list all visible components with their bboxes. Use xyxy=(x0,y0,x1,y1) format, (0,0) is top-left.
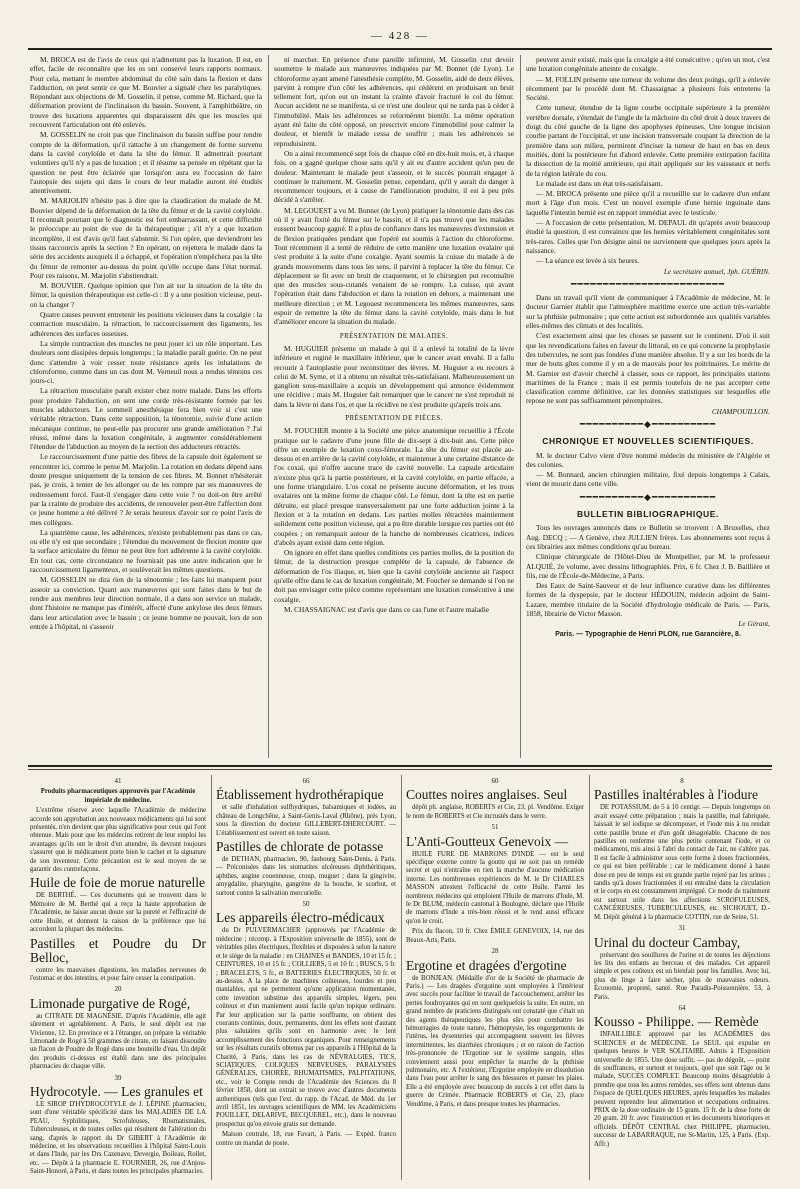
ad-text: DE POTASSIUM, de 5 à 10 centigr. — Depuis longtemps on avait essayé cette préparation ; mais la pastille, mal fabriquée, laissait le sel iodique se décomposer, et l'iode mis à nu rendait cette pastille brune et d'un goût désagréable. Chacune de nos pastilles en renferme une plus petite contenant l'iode, et ce médicament, mis ainsi à l'abri du contact de l'air, ne s'altère pas. Il est facile à administrer sous cette forme à doses fractionnées, ce qui est bien préférable ; car le médicament donné à haute dose en peu de temps est en grande partie rejeté par les urines ; tandis qu'à doses fractionnées il est entraîné dans la circulation et le corps en est constamment imprégné. Ce mode de traitement est surtout utile dans les affections SCROFULEUSES, CANCÉREUSES, TUBERCULEUSES, etc. SICHOUET, D.-M. Dépôt général à la pharmacie COTTIN, rue de Seine, 51. xyxy=(594,804,770,921)
paragraph: On a ainsi recommencé sept fois de chaque côté en dix-huit mois, et, à chaque fois, on a gagné quelque chose sans qu'il y ait eu d'autre accident qu'un peu de douleur. Maintenant le malade peut s'asseoir, et le succès pourrait engager à continuer le traitement. M. Gosselin pense, cependant, qu'il y aurait du danger à recommencer toujours, et à cause de l'amélioration produite, il est à peu près décidé à s'arrêter. xyxy=(274,148,514,205)
paragraph: M. MARJOLIN n'hésite pas à dire que la claudication du malade de M. Bouvier dépend de la déformation de la tête du fémur et de la cavité cotyloïde. Il reconnaît pourtant que le diagnostic est fort embarrassant, et cette difficulté le préoccupe au point de vue de la thérapeutique ; s'il n'y a que luxation incomplète, il est d'avis qu'il faut s'abstenir. Si l'on opère, que deviendront les tissus raccourcis après la section ? En opérant, on rejettera le malade dans la série des accidents auxquels il a échappé, et l'opération n'empêchera pas la tête du fémur de remonter au-dessus du point qu'elle occupe dans l'état normal. Pour ces raisons, M. Marjolin s'abstiendrait. xyxy=(30,196,262,280)
ad-text: LE SIROP D'HYDROCOTYLE de J. LÉPINE pharmacien, sont d'une véritable spécificité dans les MALADIES DE LA PEAU, Syphilitiques, Scrofuleuses, Rhumatismales, Tuberculeuses, et de toutes celles qui résultent de l'altération du sang, d'après le rapport du Dr GIBERT à l'Académie de médecine, et les observations recueillies à l'hôpital Saint-Louis et dans l'Inde, par les Drs Cazenave, Devergie, Boileau, Rollet, etc. — Dépôt à la pharmacie E. FOURNIER, 26, rue d'Anjou-Saint-Honoré, à Paris, et dans toutes les principales pharmacies. xyxy=(30,1100,206,1176)
ad-number: 39 xyxy=(114,1073,122,1082)
ad-number: 41 xyxy=(114,777,122,785)
paragraph: M. GOSSELIN ne croit pas que l'inclinaison du bassin suffise pour rendre compte de la déformation, qu'il rattache à un changement de forme survenu dans la cavité cotyloïde et dans la tête du fémur. Il admettrait pourtant volontiers qu'il n'y a pas de luxation ; et il résume sa pensée en répétant que la question ne peut être éclairée que lorsqu'on aura eu l'occasion de faire l'autopsie des sujets qui dans le cours de leur maladie auront été étudiés attentivement. xyxy=(30,130,262,196)
paragraph: M. GOSSELIN ne dira rien de la ténotomie ; les faits lui manquent pour asseoir sa conviction. Quant aux manœuvres qui sont faites dans le but de rendre aux membres leur direction normale, il a dans son service un malade, dont l'histoire ne manque pas d'intérêt, affecté d'une ankylose des deux fémurs dans leur articulation avec le bassin ; ce jeune homme ne pouvait, lors de son entrée à l'hôpital, ni s'asseoir xyxy=(30,575,262,631)
ad-text: HUILE FURE DE MARRONS D'INDE — est le seul spécifique externe contre la goutte qui ne soit pas un remède secret et qui n'entraîne en rien la marche d'aucune médication interne. Les nombreuses expériences de M. le Dr CHARLES MASSON attestent l'efficacité de cette Huile. Parmi les nombreux médecins qui emploient l'Huile de marrons d'Inde, M. le Dr BLUM, médecin cantonal à Boulogne, déclare que l'Huile de marrons d'Inde a très-bien réussi et le rend aussi efficace qu'on le croit. xyxy=(406,850,584,925)
column-divider xyxy=(211,775,212,1180)
ad-text: DE BERTHÉ. — Ces documents qui se trouvent dans le Mémoire de M. Berthé qui a reçu la haute approbation de l'Académie, ne laisse aucun doute sur la pureté et l'efficacité de cette Huile, et donnent la raison de la préférence que lui accordent la plupart des médecins. xyxy=(30,892,206,934)
ad-headline: Les appareils électro-médicaux xyxy=(216,910,385,926)
article-column-3 xyxy=(526,55,770,758)
paragraph: M. le docteur Calvo vient d'être nommé médecin du ministère de l'Algérie et des colonies. xyxy=(526,450,770,469)
article-column-1 xyxy=(30,55,262,758)
paragraph: Clinique chirurgicale de l'Hôtel-Dieu de Montpellier, par M. le professeur ALQUIÉ, 2e volume, avec dessins lithographiés. Prix, 6 fr. Chez J. B. Baillière et fils, rue de l'École-de-Médecine, à Paris. xyxy=(526,552,770,580)
ad-text: de DETHAN, pharmacien, 90, faubourg Saint-Denis, à Paris. — Préconisées dans les stomatites ulcéreuses diphthéritiques, aphthes, angine couenneuse, croup, muguet ; dans la gingivite, amygdalite, pharyngite, gangrène de la bouche, le scorbut, et surtout contre la salivation mercurielle. xyxy=(216,856,396,897)
paragraph: Le raccourcissement d'une partie des fibres de la capsule doit également se rencontrer ici, comme le pense M. Marjolin. La rotation en dedans dépend sans doute presque uniquement de la tension de ces fibres. M. Bonnet n'hésiterait pas, je crois, à tenter de les allonger ou de les rompre par ses manœuvres de redressement forcé. Faut-il s'engager dans cette voie ? ou doit-on être arrêté par la crainte de produire des accidents, de renouveler peut-être l'affection dont ce jeune homme a été délivré ? Je serais heureux d'avoir sur ce point l'avis de mes collègues. xyxy=(30,452,262,527)
paragraph: — M. Bonnard, ancien chirurgien militaire, fixé depuis longtemps à Calais, vient de mourir dans cette ville. xyxy=(526,470,770,489)
secretary-signature: Le secrétaire annuel, Jph. GUÉRIN. xyxy=(663,266,770,276)
ads-column-4 xyxy=(594,775,770,1180)
column-divider xyxy=(401,775,402,1180)
column-divider xyxy=(520,55,521,758)
ad-number: 31 xyxy=(678,924,686,933)
ornament-divider: ━━━━━━━━━━◆━━━━━━━━━━ xyxy=(579,418,717,429)
ads-separator-rule xyxy=(28,765,772,767)
ad-text: au CITRATE DE MAGNÉSIE. D'après l'Académie, elle agit sûrement et agréablement. A Paris, le seul dépôt est rue Vivienne, 12. En province et à l'étranger, on prépare la véritable Limonade de Rogé à 50 grammes de citrate, en faisant dissoudre un flacon de Poudre de Rogé dans une bouteille d'eau. Un dépôt des produits ci-dessus est établi dans une des principales pharmacies de chaque ville. xyxy=(30,1012,206,1071)
paragraph: M. HUGUIER présente un malade à qui il a enlevé la totalité de la lèvre inférieure et ruginé le maxillaire inférieur, que le cancer avait envahi. Il a fallu recourir à l'autoplastie pour reconstituer des lèvres. M. Huguier a eu recours à celui de M. Syme, et il a obtenu un résultat très-satisfaisant. Malheureusement un ganglion sous-maxillaire a acquis un développement qui annonce évidemment une récidive ; mais M. Huguier fait remarquer que le cancer ne s'est reproduit ni dans la lèvre ni dans l'os, et que la récidive ne s'est produite qu'après trois ans. xyxy=(274,343,514,409)
paragraph: M. BROCA est de l'avis de ceux qui n'admettent pas la luxation. Il est, en effet, facile de reconnaître que les os ont conservé leurs rapports normaux. Pour cela, mettant le membre abdominal du côté sain dans la flexion et dans l'adduction, on peut sentir ce que M. Bouvier a signalé chez les paralytiques. Répondant aux objections de M. Gosselin, il pense, comme M. Richard, que la déformation provient de l'inclinaison du bassin. Souvent, à l'amphithéâtre, on trouve des luxations apparentes qui disparaissent dès que les muscles qui recouvrent l'articulation ont été enlevés. xyxy=(30,55,262,130)
paragraph: Quatre causes peuvent entretenir les positions vicieuses dans la coxalgie : la contraction musculaire, la rétraction, le raccourcissement des ligaments, les adhérences des surfaces osseuses. xyxy=(30,310,262,338)
ad-headline: Pastilles et Poudre du Dr Belloc, xyxy=(30,935,206,965)
ad-number: 28 xyxy=(491,947,499,956)
ad-headline: Établissement hydrothérapique xyxy=(216,787,384,803)
paragraph: M. FOUCHER montre à la Société une pièce anatomique recueillie à l'École pratique sur le cadavre d'une jeune fille de dix-sept à dix-huit ans. Cette pièce offre un exemple de luxation coxo-fémorale. La tête du fémur est placée au-dessus et en arrière de la cavité cotyloïde, et maintenue à une certaine distance de l'os coxal, qui n'offre aucune trace de cavité nouvelle. La capsule articulaire n'existe plus qu'à la partie postérieure, et la cavité cotyloïde, en partie effacée, a une forme triangulaire. L'os coxal ne présente aucune déformation, et les trous ovalaires ont la même forme de chaque côté. Le fémur, dont la tête est en partie détruite, est placé presque transversalement par une forte adduction jointe à la flexion et à la rotation en dedans. Les parties molles rétractées maintiennent solidement cette position vicieuse, qui a pu être durable lorsque ces parties ont été coupées ; on remarquait autour de la hanche de nombreuses cicatrices, indices d'abcès ayant existé dans cette région. xyxy=(274,426,514,547)
gerant-label: Le Gérant, xyxy=(738,619,770,629)
ad-headline: Pastilles de chlorate de potasse xyxy=(216,839,384,855)
paragraph: M. LEGOUEST a vu M. Bonnet (de Lyon) pratiquer la ténotomie dans des cas où il y avait fixité du fémur sur le bassin, et il n'a pas trouvé que les malades eussent beaucoup gagné. Il a plus de confiance dans les manœuvres d'extension et de flexion pratiquées pendant que l'opéré est soumis à l'action du chloroforme. Tout récemment il a tenté de réduire de cette manière une luxation ovalaire qui s'est produite à la suite d'une coxalgie. Ayant soumis la cuisse du malade à de grands mouvements dans tous les sens, il parvint à replacer la tête du fémur. Ce déplacement se fit avec un bruit de craquement, et le chirurgien put reconnaître que des muscles sous-cutanés venaient de se rompre. La cuisse, qui avant l'opération était dans l'abduction et dans la rotation en dehors, a maintenant une meilleure direction ; et M. Legouest recommencera les mêmes manœuvres, sans espoir de remettre la tête du fémur dans la cavité cotyloïde, mais dans le but d'améliorer encore la situation du malade. xyxy=(274,205,514,327)
ad-text: Prix du flacon, 10 fr. Chez ÉMILE GENEVOIX, 14, rue des Beaux-Arts, Paris. xyxy=(406,928,584,944)
paragraph: La rétraction musculaire paraît exister chez notre malade. Dans les efforts pour produire l'abduction, on sent une corde très-résistante formée par les muscles adducteurs. Le sommeil anesthésique fera bien voir si c'est une véritable rétraction. Dans cette supposition, la ténotomie, suivie d'une action mécanique continue, ne peut-elle pas procurer une grande amélioration ? J'ai réussi, même dans la luxation congénitale, à augmenter considérablement l'étendue de l'abduction au moyen de la section des adducteurs rétractés. xyxy=(30,386,262,452)
ad-headline: Limonade purgative de Rogé, xyxy=(30,995,191,1011)
paragraph: On ignore en effet dans quelles conditions ces parties molles, de la position du fémur, de la destruction presque complète de la capsule, de l'absence de déformation de l'os iliaque, et, bien que la cavité cotyloïde ancienne ait l'aspect qu'elle offre dans le cas de luxation congénitale, M. Foucher se demande si l'on ne doit pas envisager cette pièce comme représentant une luxation consécutive à une coxalgie. xyxy=(274,548,514,604)
ad-headline: Urinal du docteur Cambay, xyxy=(594,934,741,950)
article-column-2 xyxy=(274,55,514,758)
ad-number: 50 xyxy=(302,900,310,909)
ad-title: Produits pharmaceutiques approuvés par l'Académie impériale de médecine. xyxy=(40,788,196,804)
paragraph: peuvent avoir existé, mais que la coxalgie a été consécutive ; qu'en un mot, c'est une luxation congénitale atteinte de coxalgie. xyxy=(526,55,770,74)
ads-column-2 xyxy=(216,775,396,1180)
paragraph: C'est exactement ainsi que les choses se passent sur le continent. D'où il suit que les revendications faites en faveur du littoral, en ce qui concerne la prophylaxie des tubercules, ne sont pas fondées d'une manière absolue. Il y a sur les bords de la mer de bons gîtes comme il y en a de mauvais pour les poitrinaires. Le mérite de M. Garnier est d'avoir cherché à classer, sous ce rapport, les principales stations maritimes de la France ; mais il est permis toutefois de ne pas accepter cette classification comme définitive, car les données statistiques sur lesquelles elle repose ne sont pas suffisamment péremptoires. xyxy=(526,331,770,406)
author-signature: CHAMPOUILLON. xyxy=(711,406,770,416)
ad-headline: Couttes noires anglaises. Seul xyxy=(406,787,568,803)
paragraph: Cette tumeur, étendue de la ligne courbe occipitale supérieure à la première vertèbre dorsale, s'étendait de l'angle de la mâchoire du côté droit à deux travers de doigt du côté gauche de la ligne des apophyses épineuses. Une longue incision courbe partant de l'occipital, et une incision transversale coupant la direction de la première dans son milieu, permirent d'inciser la tumeur de haut en bas en deux moitiés, dont la postérieure fut d'abord enlevée. Cette première extirpation facilita la dissection de la moitié antérieure, qui était appliquée sur les vaisseaux et nerfs de la région latérale du cou. xyxy=(526,103,770,178)
paragraph: M. CHASSAIGNAC est d'avis que dans ce cas l'une et l'autre maladie xyxy=(284,604,489,614)
column-divider xyxy=(268,55,269,758)
paragraph: M. BOUVIER. Quelque opinion que l'on ait sur la situation de la tête du fémur, la question thérapeutique est celle-ci : Il y a une position vicieuse, peut-on la changer ? xyxy=(30,281,262,309)
section-heading-malades: PRÉSENTATION DE MALADES. xyxy=(339,332,449,340)
ad-headline: Huile de foie de morue naturelle xyxy=(30,875,206,891)
paragraph: Des Eaux de Saint-Sauveur et de leur influence curative dans les différentes formes de la dyspepsie, par le docteur HÉDOUIN, médecin adjoint de Saint-Lazare, membre titulaire de la Société d'hydrologie médicale de Paris. — Paris, 1858, librairie de Victor Masson. xyxy=(526,581,770,619)
chronique-heading: CHRONIQUE ET NOUVELLES SCIENTIFIQUES. xyxy=(542,436,754,447)
ad-text: INFAILLIBLE approuvé par les ACADÉMIES des SCIENCES et de MÉDECINE. Le SEUL qui expulse en quelques heures le VER SOLITAIRE. Admis à l'Exposition universelle de 1855. Une dose suffit, — pas de dégoût, — point de souffrances, et surtout et toujours, quel que soit l'âge ou le malade, SUCCÈS COMPLET. Beaucoup moins désagréable à prendre que tous les autres remèdes, ses effets sont obtenus dans l'espace de QUELQUES HEURES, après lesquelles les malades peuvent reprendre leur alimentation et occupations ordinaires. PRIX de la dose ordinaire de 15 gram. 15 fr. de la dose forte de 20 gram. 20 fr. avec l'instruction et les documents historiques et officiels. DÉPÔT CENTRAL chez PHILIPPE, pharmacien, successr de LABARRAQUE, rue St-Martin, 125, à Paris. (Exp. Affr.) xyxy=(594,1031,770,1148)
paragraph: Dans un travail qu'il vient de communiquer à l'Académie de médecine, M. le docteur Garnier établit que l'atmosphère maritime exerce une action très-variable sur la phthisie pulmonaire ; que cette action est subordonnée aux qualités variables elles-mêmes des climats et des localités. xyxy=(526,293,770,331)
ornament-divider: ━━━━━━━━━━◆━━━━━━━━━━ xyxy=(579,491,717,502)
paragraph: — La séance est levée à six heures. xyxy=(536,256,640,266)
paragraph: — A l'occasion de cette présentation, M. DEPAUL dit qu'après avoir beaucoup étudié la question, il est convaincu que les hernies véritablement congénitales sont très-rares. Celles que l'on désigne ainsi ne surviennent que quelques jours après la naissance. xyxy=(526,218,770,255)
ad-headline: Hydrocotyle. — Les granules et xyxy=(30,1083,203,1099)
ads-separator-rule-thin xyxy=(28,769,772,770)
ad-number: 64 xyxy=(678,1003,686,1012)
ad-headline: Ergotine et dragées d'ergotine xyxy=(406,957,567,973)
ad-text: dépôt ph. anglaise, ROBERTS et Cie, 23, pl. Vendôme. Exiger le nom de ROBERTS et Cie incrustés dans le verre. xyxy=(406,804,584,820)
paragraph: La simple contraction des muscles ne peut jouer ici un rôle important. Les douleurs sont dissipées depuis longtemps ; la maladie paraît guérie. On ne peut donc s'attendre à voir cesser toute résistance après les inhalations de chloroforme, comme dans un cas dont M. Verneuil nous a rendus témoins ces jours-ci. xyxy=(30,338,262,386)
ad-text: L'extrême réserve avec laquelle l'Académie de médecine accorde son approbation aux nouveaux médicaments qui lui sont présentés, n'en devient que plus significative pour ceux qui l'ont obtenue. Mais pour que les médecins retirent de leur emploi les avantages qu'ils ont le droit d'en attendre, ils devront toujours s'assurer que le médicament porte bien le cachet et la signature de son inventeur. Cette précaution est le seul moyen de se garantir des contrefaçons. xyxy=(30,807,206,874)
ad-headline: L'Anti-Goutteux Genevoix — xyxy=(406,833,569,849)
ad-number: 20 xyxy=(114,985,122,994)
ad-text: Maison centrale, 18, rue Favart, à Paris. — Expéd. franco contre un mandat de poste. xyxy=(216,1131,396,1147)
ad-text: du Dr PULVERMACHER (approuvés par l'Académie de médecine ; récomp. à l'Exposition universelle de 1855), sont de véritables piles électriques, flexibles et disposées à selon la nature et le siège de la maladie : en CHAINES et BANDES, 10 et 15 fr. ; CEINTURES, 10 et 15 fr. ; COLLIERS, 5 et 10 fr. ; BUSCS, 5 fr. ; BRACELETS, 5 fr., et BATTERIES ÉLECTRIQUES, 50 fr. et au-dessus. A la place de machines coûteuses, lourdes et peu maniables, qui ne permettent qu'une application momentanée, cette invention substitue des appareils simples, légers, peu coûteux et d'un maniement aussi facile qu'un topique ordinaire. Par leur application sur la partie souffrante, on obtient des courants continus, doux, permanents, dont les effets sont d'autant plus salutaires qu'ils sont en harmonie avec le lent accomplissement des fonctions organiques. Pour renseignements sur les résultats curatifs obtenus par ces appareils à l'Hôpital de la Charité, à Paris, dans les cas de NÉVRALGIES, TICS, SCIATIQUES, COLIQUES NERVEUSES, PARALYSIES GÉNÉRALES, CHORÉE, RHUMATISMES, PALPITATIONS, etc., voir le Compte rendu de l'Académie des Sciences du 8 février 1858, dont un extrait se trouve avec d'autres documents authentiques (tels que l'ext. du rapp. de l'Acad. de Méd. du 1er avril 1851, les ouvrages scientifiques de MM. les Académiciens POUILLET, DELARIVE, BECQUEREL, etc.), dans le nouveau prospectus qu'on envoie gratis sur demande. xyxy=(216,927,396,1128)
paragraph: — M. BROCA présente une pièce qu'il a recueillie sur le cadavre d'un enfant mort à l'âge d'un mois. C'est un nouvel exemple d'une hernie inguinale dans laquelle l'intestin hernié est en rapport immédiat avec le testicule. xyxy=(526,189,770,217)
ad-number: 8 xyxy=(680,777,684,785)
column-divider xyxy=(589,775,590,1180)
top-rule xyxy=(28,48,772,50)
ad-text: contre les mauvaises digestions, les maladies nerveuses de l'estomac et des intestins, et pour faire cesser la constipation. xyxy=(30,966,206,982)
paragraph: ni marcher. En présence d'une pareille infirmité, M. Gosselin crut devoir soumettre le malade aux manœuvres indiquées par M. Bonnet (de Lyon). Le chloroforme ayant amené l'anesthésie complète, M. Gosselin, aidé de deux élèves, parvint à rompre d'un côté les adhérences, qui cédèrent en produisant un bruit tellement fort, qu'on eut un instant la crainte d'avoir fracturé le col du fémur. Aucun accident ne se manifesta, si ce n'est une douleur qui ne tarda pas à céder à l'immobilité. Mais les adhérences se reformèrent bientôt. La même opération ayant été faite du côté opposé, on prescrivit encore l'immobilité pour calmer la douleur, et bientôt le malade cessa de souffrir ; mais les adhérences se reproduisirent. xyxy=(274,55,514,148)
ad-headline: Kousso - Philippe. — Remède xyxy=(594,1014,759,1030)
ads-column-3 xyxy=(406,775,584,1180)
ad-number: 66 xyxy=(302,777,310,785)
ad-text: préservant des souillures de l'urine et de toutes les déjections les lits des enfants au berceau et des malades. Cet appareil simple et peu coûteux est un bienfait pour les familles. Avec lui, plus de linge à faire sécher, plus de mauvaises odeurs. Économie, propreté, santé. Rue Paradis-Poissonnière, 53, à Paris. xyxy=(594,951,770,1001)
ad-headline: Pastilles inaltérables à l'iodure xyxy=(594,787,759,803)
paragraph: Tous les ouvrages annoncés dans ce Bulletin se trouvent : A Bruxelles, chez Aug. DECQ ; — A Genève, chez JULLIEN frères. Les abonnements sont reçus à ces librairies aux mêmes conditions qu'au bureau. xyxy=(526,523,770,551)
ad-text: et salle d'inhalation sulfhydriques, balsamiques et iodées, au château de Longchêne, à Saint-Genis-Laval (Rhône), près Lyon, sous la direction du docteur GILLEBERT-DHERCOURT. — L'établissement est ouvert en toute saison. xyxy=(216,804,396,837)
ornament-divider: ━━━━━━━━━━━━━━━━━━━━━━━━ xyxy=(570,278,726,289)
ad-text: de BONJEAN. (Médaille d'or de la Société de pharmacie de Paris.) — Les dragées d'ergotine sont employées à l'intérieur avec succès pour faciliter le travail de l'accouchement, arrêter les pertes foudroyantes qui en sont quelquefois la suite. En outre, un grand nombre de praticiens distingués ont constaté que c'était un des agents thérapeutiques les plus sûrs pour combattre les hémorragies de toute nature, l'hémoptysie, les engorgements de l'utérus, les dysenteries qui accompagnent souvent les fièvres intermittentes, les diarrhées chroniques ; et en raison de l'action très-prononcée de l'Ergotine sur le système sanguin, elles conviennent aussi pour empêcher la marche de la phthisie pulmonaire, etc. A l'extérieur, l'Ergotine employée en dissolution dans l'eau pour arrêter le sang des blessures et panser les plaies. Elle a été employée avec beaucoup de succès à cet effet dans la guerre de Crimée. Pharmacie ROBERTS et Cie, 23, place Vendôme, à Paris, et dans presque toutes les pharmacies. xyxy=(406,974,584,1108)
paragraph: Le malade est dans un état très-satisfaisant. xyxy=(536,178,663,188)
section-heading-pieces: PRÉSENTATION DE PIÈCES. xyxy=(345,414,443,422)
ads-column-1 xyxy=(30,775,206,1180)
paragraph: — M. FOLLIN présente une tumeur du volume des deux poings, qu'il a enlevée récemment par le procédé dont M. Chassaignac a plusieurs fois entretenu la Société. xyxy=(526,74,770,103)
bulletin-heading: BULLETIN BIBLIOGRAPHIQUE. xyxy=(576,509,720,520)
page-number: — 428 — xyxy=(371,30,429,42)
ad-number: 51 xyxy=(491,823,499,832)
imprint: Paris. — Typographie de Henri PLON, rue Garancière, 8. xyxy=(555,630,741,638)
paragraph: La quatrième cause, les adhérences, n'existe probablement pas dans ce cas, ou elle n'y est que secondaire ; l'étendue du mouvement de flexion montre que la surface articulaire du fémur ne peut être fort adhérente à la cavité cotyloïde. En tout cas, cette circonstance ne fournirait pas une autre indication que le raccourcissement ligamenteux, et soulèverait les mêmes questions. xyxy=(30,527,262,575)
ad-number: 60 xyxy=(491,777,499,785)
